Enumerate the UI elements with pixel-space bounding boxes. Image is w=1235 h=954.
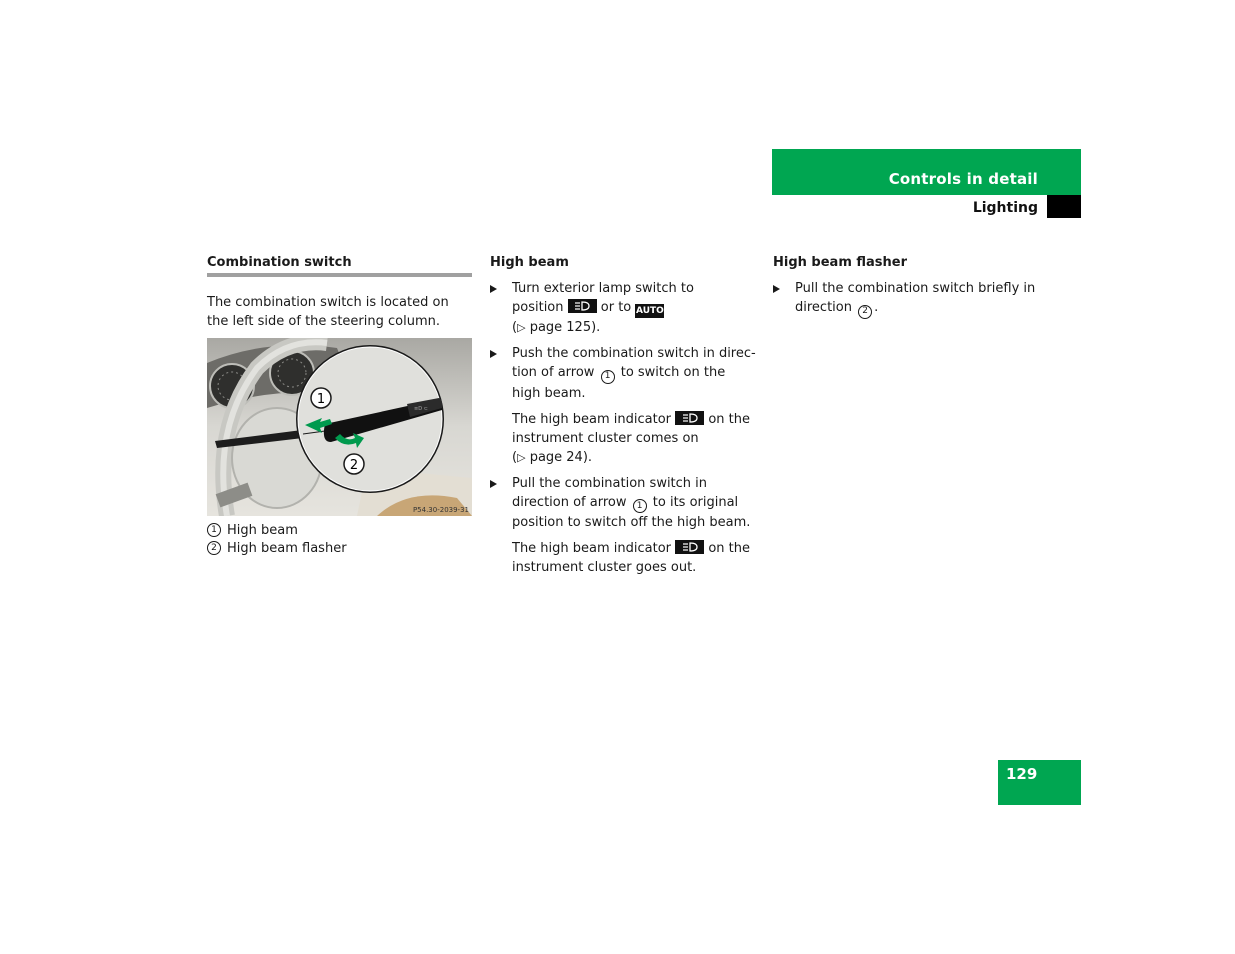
high-beam-flasher-heading: High beam flasher <box>773 255 908 270</box>
step-text: position <box>512 300 564 315</box>
figure-legend <box>207 521 472 557</box>
high-beam-indicator-icon <box>675 411 704 425</box>
figure-callout-1: 1 <box>316 392 326 407</box>
step-text: to switch on the high beam. <box>512 365 726 401</box>
page-number-box <box>998 760 1081 805</box>
legend-label: High beam flasher <box>227 540 347 556</box>
note-text: on the instrument cluster goes out. <box>512 541 750 575</box>
figure-callout-2: 2 <box>349 458 359 473</box>
legend-label: High beam <box>227 522 298 538</box>
heading-rule <box>207 273 472 277</box>
column-combination-switch <box>207 253 472 557</box>
step-text: to its original position to switch off the high beam. <box>512 494 751 530</box>
arrow-number: 1 <box>601 370 615 384</box>
combination-switch-heading: Combination switch <box>207 255 352 270</box>
page-number: 129 <box>1006 765 1038 783</box>
instruction-note: The high beam indicator on the instrument cluster comes on (▷ page 24). <box>512 411 750 465</box>
page-ref-icon: ▷ <box>517 450 526 464</box>
bullet-arrow-icon <box>490 350 497 358</box>
step-text: . <box>874 300 879 315</box>
step-text: Turn exterior lamp switch to <box>512 281 694 296</box>
step-text: or to <box>600 300 632 315</box>
page-ref-icon: ▷ <box>517 321 526 334</box>
step-text: Pull the combination switch in direction of arrow <box>512 475 708 510</box>
high-beam-indicator-icon <box>675 540 704 554</box>
page-reference: page 24). <box>529 449 593 465</box>
high-beam-symbol-icon <box>568 299 597 313</box>
note-text: on the instrument cluster comes on <box>512 411 750 446</box>
instruction-step: Turn exterior lamp switch to position or to AUTO (▷ page 125). <box>490 279 756 337</box>
arrow-number: 1 <box>633 499 647 513</box>
legend-number: 1 <box>207 523 221 537</box>
note-text: The high beam indicator <box>512 411 672 427</box>
legend-item <box>207 539 472 557</box>
legend-number: 2 <box>207 541 221 555</box>
instruction-step <box>773 279 1039 319</box>
bullet-arrow-icon <box>773 285 780 293</box>
legend-item <box>207 521 472 539</box>
subsection-title: Lighting <box>972 200 1038 216</box>
column-high-beam-flasher <box>773 253 1039 319</box>
auto-symbol-icon: AUTO <box>636 306 664 316</box>
arrow-number: 2 <box>858 305 872 319</box>
instruction-note <box>490 539 756 577</box>
high-beam-heading: High beam <box>490 255 569 270</box>
instruction-step <box>490 474 756 533</box>
page-reference: page 125). <box>529 320 601 335</box>
steering-column-illustration <box>207 338 472 516</box>
bullet-arrow-icon <box>490 480 497 488</box>
step-text: Push the combination switch in direc-tion of arrow <box>512 346 756 380</box>
column-high-beam <box>490 253 756 577</box>
figure-code: P54.30-2039-31 <box>412 506 469 514</box>
combination-switch-figure <box>207 338 472 516</box>
bullet-arrow-icon <box>490 285 497 293</box>
combination-switch-intro: The combination switch is located on the left side of the steering column. <box>207 295 449 329</box>
step-text: Pull the combination switch briefly in direction <box>795 281 1036 315</box>
subsection-marker <box>1047 195 1081 218</box>
instruction-step <box>490 344 756 403</box>
section-title: Controls in detail <box>888 170 1038 188</box>
svg-text:≡D ⊂: ≡D ⊂ <box>414 406 428 412</box>
section-header-bar <box>772 149 1081 195</box>
note-text: The high beam indicator <box>512 541 672 556</box>
